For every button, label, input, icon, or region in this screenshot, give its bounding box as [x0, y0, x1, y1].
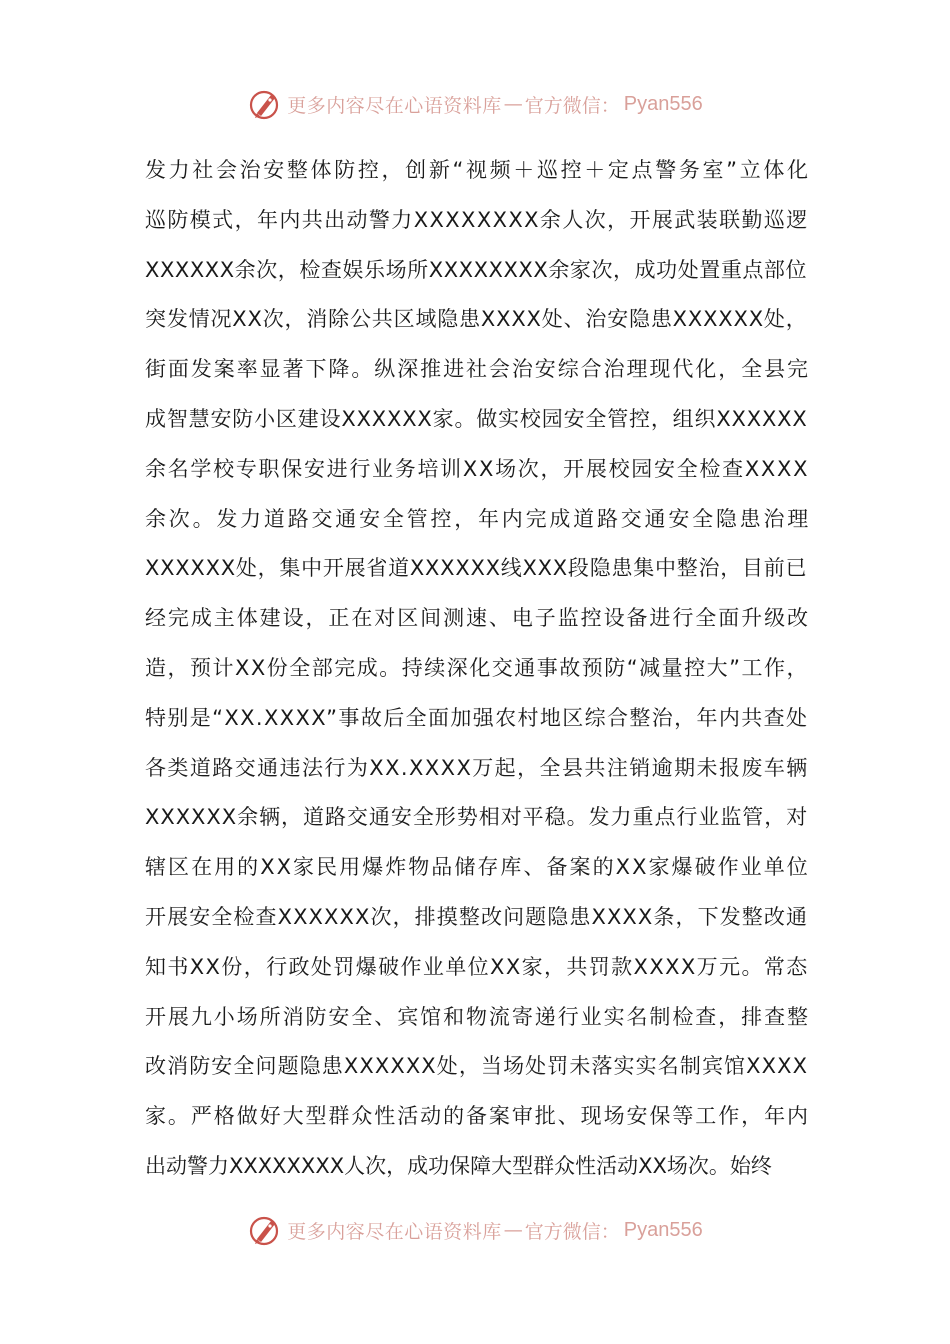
watermark-separator: —: [503, 93, 523, 115]
watermark-wechat-label: 官方微信：: [524, 94, 620, 117]
footer-watermark: [0, 1210, 950, 1250]
text-line: 突发情况XX次，消除公共区域隐患XXXX处、治安隐患XXXXXX处，: [145, 307, 808, 332]
watermark-wechat-id: Pyan556: [623, 1218, 703, 1241]
text-line: 造，预计XX份全部完成。持续深化交通事故预防“减量控大”工作，: [145, 655, 809, 680]
watermark-wechat-id: Pyan556: [623, 92, 703, 115]
text-line: 成智慧安防小区建设XXXXXX家。做实校园安全管控，组织XXXXXX: [145, 406, 808, 431]
pen-nib-seal-icon: [247, 1212, 283, 1248]
text-line: 知书XX份，行政处罚爆破作业单位XX家，共罚款XXXX万元。常态: [145, 954, 809, 979]
text-line: 特别是“XX.XXXX”事故后全面加强农村地区综合整治，年内共查处: [145, 705, 809, 730]
text-line: 发力社会治安整体防控，创新“视频＋巡控＋定点警务室”立体化: [145, 158, 811, 182]
text-line: 出动警力XXXXXXXX人次，成功保障大型群众性活动XX场次。始终: [145, 1153, 772, 1178]
text-line: 辖区在用的XX家民用爆炸物品储存库、备案的XX家爆破作业单位: [145, 855, 810, 880]
text-line: 余次。发力道路交通安全管控，年内完成道路交通安全隐患治理: [145, 506, 812, 531]
text-line: 开展九小场所消防安全、宾馆和物流寄递行业实名制检查，排查整: [145, 1004, 810, 1029]
text-line: 巡防模式，年内共出动警力XXXXXXXX余人次，开展武装联勤巡逻: [145, 207, 809, 232]
document-body: [145, 150, 815, 1196]
watermark-wechat-label: 官方微信：: [524, 1220, 620, 1243]
text-line: XXXXXX处，集中开展省道XXXXXX线XXX段隐患集中整治，目前已: [145, 556, 808, 581]
text-line: 家。严格做好大型群众性活动的备案审批、现场安保等工作，年内: [145, 1104, 810, 1129]
watermark-separator: —: [503, 1219, 523, 1241]
header-watermark: [0, 84, 950, 124]
text-line: 改消防安全问题隐患XXXXXX处，当场处罚未落实实名制宾馆XXXX: [145, 1054, 809, 1079]
watermark-text: 更多内容尽在心语资料库: [287, 94, 502, 117]
pen-nib-seal-icon: [247, 86, 283, 122]
text-line: 经完成主体建设，正在对区间测速、电子监控设备进行全面升级改: [145, 606, 810, 631]
text-line: 各类道路交通违法行为XX.XXXX万起，全县共注销逾期未报废车辆: [145, 755, 809, 780]
text-line: 余名学校专职保安进行业务培训XX场次，开展校园安全检查XXXX: [145, 456, 810, 481]
text-line: XXXXXX余辆，道路交通安全形势相对平稳。发力重点行业监管，对: [145, 805, 809, 830]
text-line: 开展安全检查XXXXXX次，排摸整改问题隐患XXXX条，下发整改通: [145, 904, 809, 929]
text-line: 街面发案率显著下降。纵深推进社会治安综合治理现代化，全县完: [145, 357, 810, 382]
watermark-text: 更多内容尽在心语资料库: [287, 1220, 502, 1243]
text-line: XXXXXX余次，检查娱乐场所XXXXXXXX余家次，成功处置重点部位: [145, 257, 808, 282]
